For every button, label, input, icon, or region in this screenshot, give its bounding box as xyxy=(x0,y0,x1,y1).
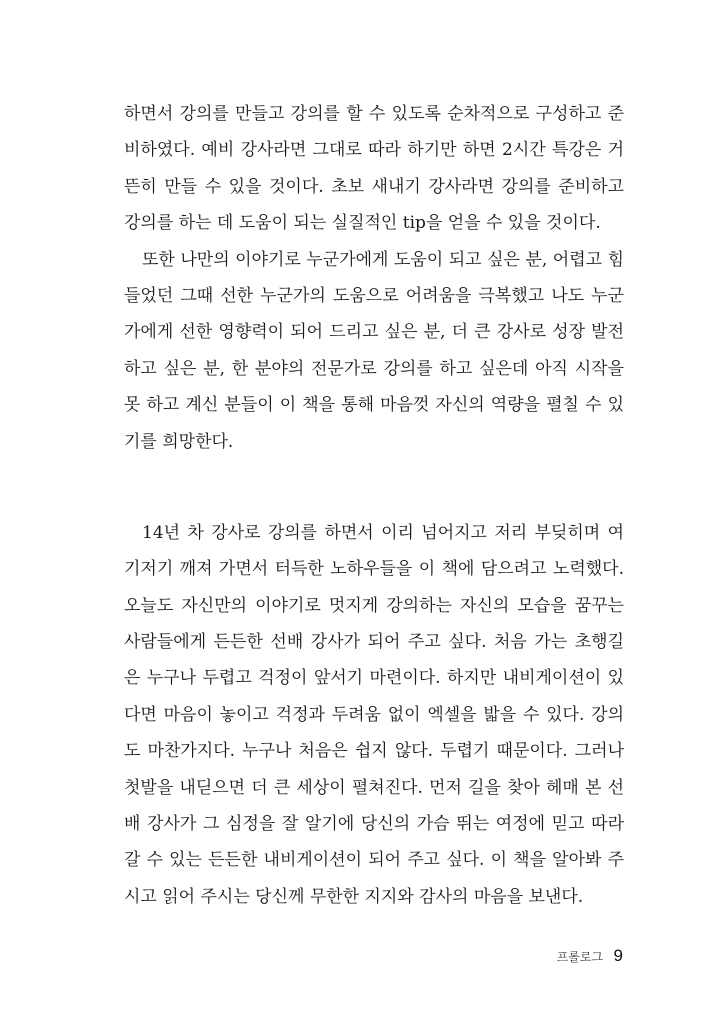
text-line: 못 하고 계신 분들이 이 책을 통해 마음껏 자신의 역량을 펼칠 수 있 xyxy=(124,395,624,416)
text-line: 오늘도 자신만의 이야기로 멋지게 강의하는 자신의 모습을 꿈꾸는 xyxy=(124,595,624,616)
text-line: 다면 마음이 놓이고 걱정과 두려움 없이 엑셀을 밟을 수 있다. 강의 xyxy=(124,704,624,725)
paragraph-2 xyxy=(124,242,624,460)
page-number: 9 xyxy=(613,946,623,965)
text-line: 들었던 그때 선한 누군가의 도움으로 어려움을 극복했고 나도 누군 xyxy=(124,285,624,306)
page-footer xyxy=(557,946,623,966)
page-body xyxy=(124,96,624,915)
paragraph-1 xyxy=(124,96,624,242)
text-line: 또한 나만의 이야기로 누군가에게 도움이 되고 싶은 분, 어렵고 힘 xyxy=(142,249,624,270)
text-line: 사람들에게 든든한 선배 강사가 되어 주고 싶다. 처음 가는 초행길 xyxy=(124,632,624,653)
text-line: 갈 수 있는 든든한 내비게이션이 되어 주고 싶다. 이 책을 알아봐 주 xyxy=(124,850,624,871)
text-line: 14년 차 강사로 강의를 하면서 이리 넘어지고 저리 부딪히며 여 xyxy=(142,522,624,543)
paragraph-3 xyxy=(124,515,624,915)
text-line: 비하였다. 예비 강사라면 그대로 따라 하기만 하면 2시간 특강은 거 xyxy=(124,140,624,161)
text-line: 기를 희망한다. xyxy=(124,431,234,452)
running-footer-section: 프롤로그 xyxy=(556,949,604,964)
paragraph-gap xyxy=(124,460,624,515)
text-line: 도 마찬가지다. 누구나 처음은 쉽지 않다. 두렵기 때문이다. 그러나 xyxy=(124,741,624,762)
text-line: 시고 읽어 주시는 당신께 무한한 지지와 감사의 마음을 보낸다. xyxy=(124,886,584,907)
text-line: 첫발을 내딛으면 더 큰 세상이 펼쳐진다. 먼저 길을 찾아 헤매 본 선 xyxy=(124,777,624,798)
text-line: 강의를 하는 데 도움이 되는 실질적인 tip을 얻을 수 있을 것이다. xyxy=(124,213,601,234)
text-line: 하면서 강의를 만들고 강의를 할 수 있도록 순차적으로 구성하고 준 xyxy=(124,104,624,124)
text-line: 가에게 선한 영향력이 되어 드리고 싶은 분, 더 큰 강사로 성장 발전 xyxy=(124,322,624,343)
text-line: 기저기 깨져 가면서 터득한 노하우들을 이 책에 담으려고 노력했다. xyxy=(124,559,624,580)
text-line: 은 누구나 두렵고 걱정이 앞서기 마련이다. 하지만 내비게이션이 있 xyxy=(124,668,624,689)
text-line: 배 강사가 그 심정을 잘 알기에 당신의 가슴 뛰는 여정에 믿고 따라 xyxy=(124,814,624,835)
text-line: 뜬히 만들 수 있을 것이다. 초보 새내기 강사라면 강의를 준비하고 xyxy=(124,176,624,197)
text-line: 하고 싶은 분, 한 분야의 전문가로 강의를 하고 싶은데 아직 시작을 xyxy=(124,358,624,379)
